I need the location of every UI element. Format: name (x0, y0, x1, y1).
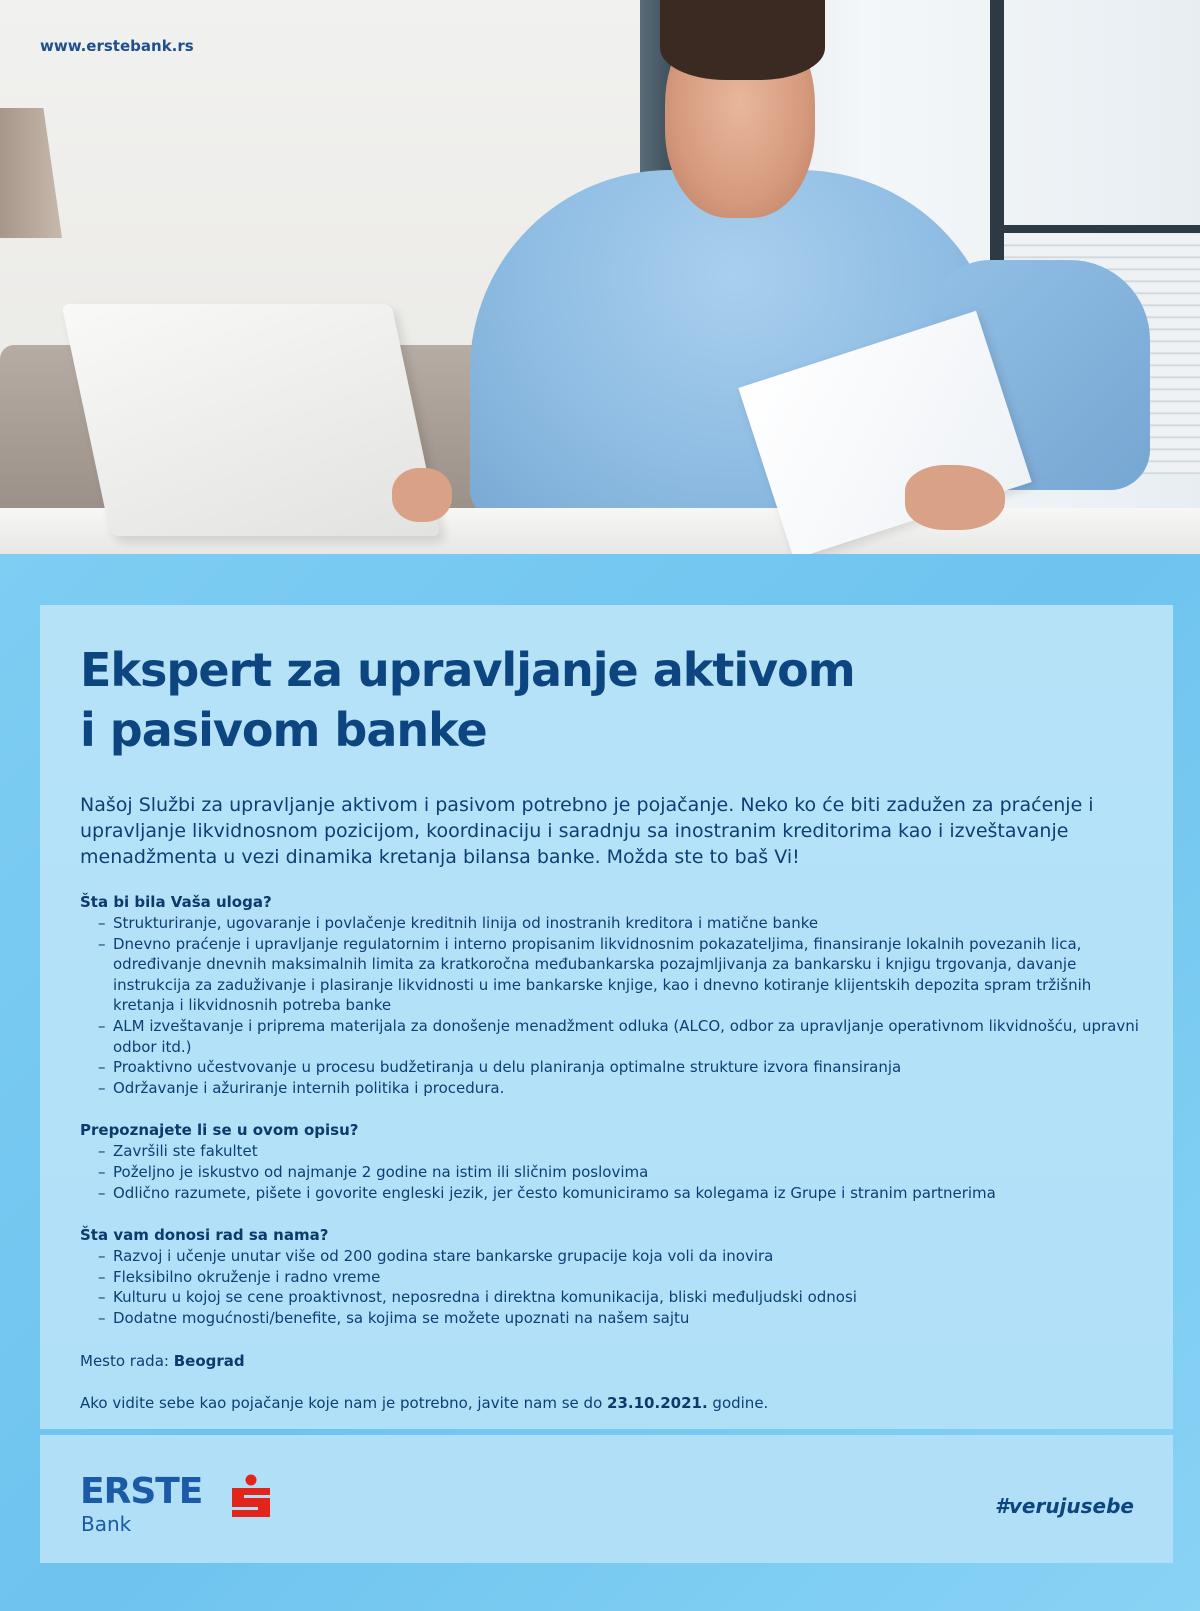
list-item-text: ALM izveštavanje i priprema materijala za donošenje menadžment odluka (ALCO, odbor za upravljanje operativnom likvidnošću, upravni odbor itd.) (113, 1016, 1139, 1056)
list-item-text: Strukturiranje, ugovaranje i povlačenje kreditnih linija od inostranih kreditora i matične banke (113, 914, 819, 932)
section (80, 892, 1140, 1098)
bullet-list (98, 913, 1140, 1098)
list-item (98, 913, 1140, 934)
section-title: Šta vam donosi rad sa nama? (80, 1226, 329, 1245)
logo-bank-text: Bank (81, 1512, 132, 1536)
work-location-value: Beograd (173, 1351, 245, 1370)
section (80, 1225, 1140, 1328)
list-item-text: Proaktivno učestvovanje u procesu budžetiranja u delu planiranja optimalne strukture izvora finansiranja (113, 1058, 902, 1077)
dash-bullet: – (98, 1288, 106, 1307)
list-item-text: Razvoj i učenje unutar više od 200 godina stare bankarske grupacije koja voli da inovira (113, 1247, 774, 1266)
job-title-line2: i pasivom banke (80, 703, 487, 757)
erste-logo (80, 1472, 280, 1542)
list-item-text: Poželjno je iskustvo od najmanje 2 godine na istim ili sličnim poslovima (113, 1162, 649, 1181)
list-item (98, 1162, 1140, 1183)
list-item (98, 1246, 1140, 1267)
list-item (98, 934, 1140, 1016)
job-intro: Našoj Službi za upravljanje aktivom i pasivom potrebno je pojačanje. Neko ko će biti zadužen za praćenje i upravljanje likvidnosnom pozicijom, koordinaciju i saradnju sa inostranim kreditorima kao i izveštavanje menadžmenta u vezi dinamika kretanja bilansa banke. Možda ste to baš Vi! (80, 794, 1094, 868)
website-url[interactable]: www.erstebank.rs (40, 37, 194, 55)
list-item (98, 1308, 1140, 1329)
deadline-prefix: Ako vidite sebe kao pojačanje koje nam je potrebno, javite nam se do (80, 1393, 603, 1412)
dash-bullet: – (98, 1058, 106, 1077)
list-item-text: Održavanje i ažuriranje internih politika i procedura. (113, 1078, 505, 1097)
job-content (80, 640, 1140, 1413)
list-item (98, 1016, 1140, 1057)
dash-bullet: – (98, 914, 106, 932)
deadline-date: 23.10.2021. (607, 1393, 708, 1412)
work-location (80, 1351, 1140, 1371)
dash-bullet: – (98, 1308, 106, 1327)
deadline-suffix: godine. (712, 1393, 769, 1412)
hero-photo (0, 0, 1200, 554)
application-deadline (80, 1393, 1140, 1413)
job-title-line1: Ekspert za upravljanje aktivom (80, 643, 855, 697)
list-item-text: Kulturu u kojoj se cene proaktivnost, neposredna i direktna komunikacija, bliski međuljudski odnosi (113, 1288, 857, 1307)
list-item-text: Dodatne mogućnosti/benefite, sa kojima se možete upoznati na našem sajtu (113, 1308, 690, 1327)
list-item-text: Odlično razumete, pišete i govorite engleski jezik, jer često komuniciramo sa kolegama iz Grupe i stranim partnerima (113, 1183, 996, 1202)
list-item (98, 1078, 1140, 1099)
erste-s-icon (230, 1474, 272, 1518)
list-item (98, 1267, 1140, 1288)
list-item (98, 1141, 1140, 1162)
list-item (98, 1287, 1140, 1308)
dash-bullet: – (98, 1247, 106, 1266)
dash-bullet: – (98, 1183, 106, 1202)
dash-bullet: – (98, 1142, 106, 1161)
dash-bullet: – (98, 1016, 106, 1035)
laptop (61, 304, 440, 536)
dash-bullet: – (98, 1078, 106, 1097)
logo-wordmark: ERSTE (80, 1471, 203, 1512)
job-title (80, 640, 980, 760)
section-title: Šta bi bila Vaša uloga? (80, 893, 272, 911)
list-item-text: Završili ste fakultet (113, 1142, 258, 1161)
section-title: Prepoznajete li se u ovom opisu? (80, 1121, 359, 1140)
person-hair (660, 0, 825, 80)
person-hand-left (392, 468, 452, 522)
bullet-list (98, 1141, 1140, 1203)
bullet-list (98, 1246, 1140, 1328)
person-hand-right (905, 465, 1005, 530)
section (80, 1120, 1140, 1203)
dash-bullet: – (98, 1267, 106, 1286)
campaign-hashtag: #verujusebe (994, 1494, 1134, 1518)
list-item (98, 1057, 1140, 1078)
list-item-text: Fleksibilno okruženje i radno vreme (113, 1267, 381, 1286)
window-sill (990, 225, 1200, 233)
dash-bullet: – (98, 1162, 106, 1181)
dash-bullet: – (98, 934, 106, 953)
work-location-label: Mesto rada: (80, 1351, 169, 1370)
list-item-text: Dnevno praćenje i upravljanje regulatornim i interno propisanim likvidnosnim pokazateljima, finansiranje lokalnih povezanih lica, određivanje dnevnih maksimalnih limita za kratkoročna međubankarska pozajmljivanja za bankarsku i knjigu trgovanja, davanje instrukcija za zaduživanje i plasiranje likvidnosti u ime bankarske knjige, kao i dnevno kotiranje klijentskih depozita spram tržišnih kretanja i likvidnosnih potreba banke (113, 934, 1092, 1015)
list-item (98, 1183, 1140, 1204)
